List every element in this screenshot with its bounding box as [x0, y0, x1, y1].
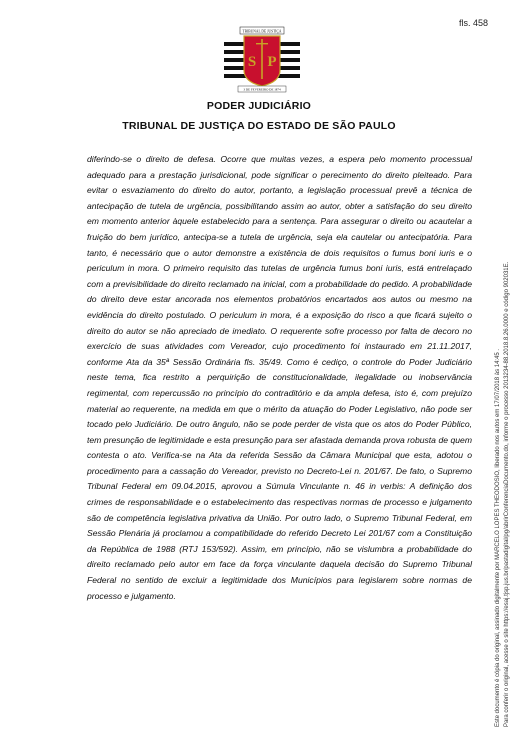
body-paragraph: diferindo-se o direito de defesa. Ocorre que muitas vezes, a espera pelo momento processual adequado para a prestação jurisdicional, pode significar o perecimento do direito pleiteado. Para evitar o esvaziamento do direito do autor, portanto, a legislação processual prevê a técnica de antecipação de tutela de urgência, possibilitando assim ao autor, obter a satisfação do seu direito em momento anterior àquele estabelecido para a sentença. Para assegurar o direito ou acautelar a fruição do bem jurídico, antecipa-se a tutela de urgência, seja ela cautelar ou antecipatória. Para tanto, é necessário que o autor demonstre a existência de dois requisitos o fumus boni iuris e o periculum in mora. O primeiro requisito das tutelas de urgência fumus boni iuris, está entrelaçado com a previsibilidade do direito reclamado na inicial, com a probabilidade do pedido. A probabilidade do direito deve estar ancorada nos elementos probatórios encartados aos autos ou mesmo na evidência do direito postulado. O periculum in mora, é a exposição do risco a que ficará sujeito o direito do autor se não apreciado de imediato. O requerente sofre processo por falta de decoro no exercício de suas atividades com Vereador, cujo procedimento foi instaurado em 21.11.2017, conforme Ata da 35ª Sessão Ordinária fls. 35/49. Como é cediço, o controle do Poder Judiciário neste tema, fica restrito a perquirição de constitucionalidade, ilegalidade ou inobservância regimental, com repercussão no princípio do contraditório e da ampla defesa, isto é, com prejuízo material ao requerente, na medida em que o mérito da atuação do Poder Legislativo, não pode ser tocado pelo Judiciário. De outro ângulo, não se pode perder de vista que os atos do Poder Público, tem presunção de legitimidade e esta presunção para ser afastada demanda prova robusta de quem contesta o ato. Verifica-se na Ata da referida Sessão da Câmara Municipal que esta, adotou o procedimento para a cassação do Vereador, previsto no Decreto-Lei n. 201/67. De fato, o Supremo Tribunal Federal em 09.04.2015, aprovou a Súmula Vinculante n. 46 in verbis: A definição dos crimes de responsabilidade e o estabelecimento das respectivas normas de processo e julgamento são de competência legislativa privativa da União. Por outro lado, o Supremo Tribunal Federal, em Sessão Plenária já proclamou a compatibilidade do referido Decreto Lei 201/67 com a Constituição da República de 1988 (RTJ 153/592). Assim, em princípio, não se vislumbra a probabilidade do direito reclamado pelo autor em face da força vinculante daquela decisão do Supremo Tribunal Federal no sentido de excluir a legitimidade dos Municípios para legislarem sobre normas de processo e julgamento. — [87, 154, 472, 601]
seal-top-text: TRIBUNAL DE JUSTIÇA — [242, 29, 282, 34]
authenticity-side-note — [494, 127, 516, 727]
page-number: fls. 458 — [458, 18, 488, 28]
court-heading-line2: TRIBUNAL DE JUSTIÇA DO ESTADO DE SÃO PAULO — [122, 120, 396, 132]
document-body — [87, 152, 472, 604]
court-heading-line1: PODER JUDICIÁRIO — [206, 100, 312, 112]
seal-letter-left: S — [247, 54, 257, 70]
court-seal-emblem — [224, 26, 300, 94]
court-seal — [224, 26, 300, 94]
seal-letter-right: P — [267, 54, 277, 70]
side-note-line2: Para conferir o original, acesse o site https://esaj.tjsp.jus.br/pastadigital/pg/abrirConferenciaDocumento.do, informe o processo 2013234-88.2018.8.26.0000 e código 902031E. — [504, 261, 510, 727]
side-note-line1: Este documento é cópia do original, assinado digitalmente por MARCELO LOPES THEODOSIO, liberado nos autos em 17/07/2018 às 14:45 . — [495, 348, 501, 727]
seal-bottom-text: 3 DE FEVEREIRO DE 1874 — [243, 87, 281, 92]
